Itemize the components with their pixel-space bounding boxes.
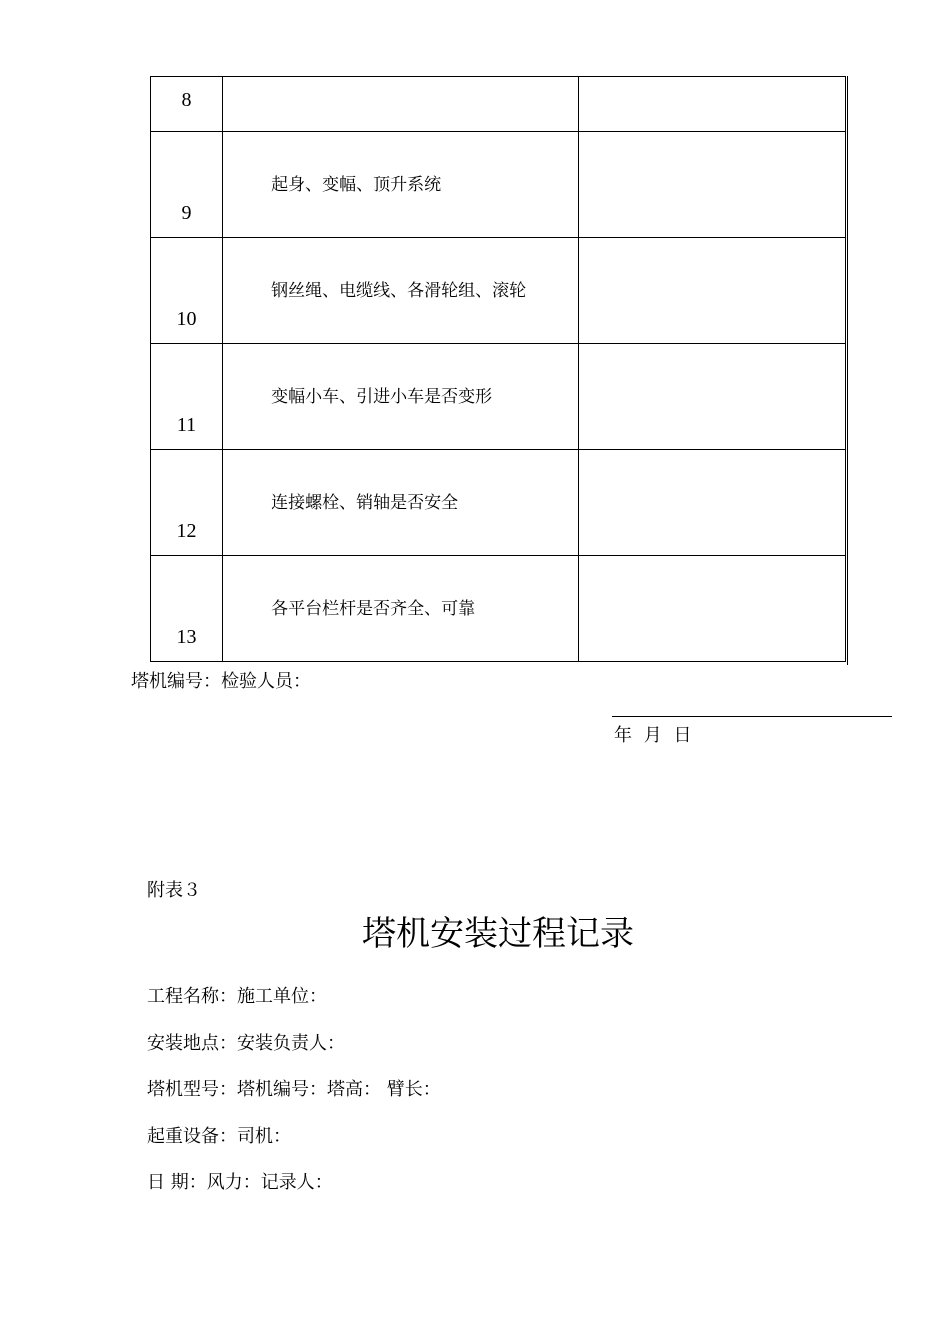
- result-cell: [578, 450, 845, 556]
- table-double-border: [847, 76, 848, 665]
- table-row: [151, 132, 846, 238]
- row-number-cell: 10: [151, 238, 223, 344]
- result-cell: [578, 132, 845, 238]
- table-row: [151, 344, 846, 450]
- item-cell: 变幅小车、引进小车是否变形: [223, 344, 579, 450]
- row-number-cell: 9: [151, 132, 223, 238]
- result-cell: [578, 77, 845, 132]
- machine-inspector-line: 塔机编号：检验人员：: [131, 671, 311, 692]
- field-crane-model: 塔机型号：塔机编号：塔高： 臂长：: [147, 1079, 441, 1100]
- result-cell: [578, 556, 845, 662]
- page-title: 塔机安装过程记录: [362, 914, 634, 954]
- field-project-name: 工程名称：施工单位：: [147, 986, 327, 1007]
- inspection-table: [150, 76, 846, 662]
- signature-line: [612, 716, 892, 717]
- appendix-label: 附表３: [147, 880, 201, 901]
- table-row: [151, 556, 846, 662]
- date-line: 年 月 日: [614, 725, 692, 746]
- table-row: [151, 450, 846, 556]
- field-lifting-equipment: 起重设备：司机：: [147, 1126, 291, 1147]
- item-cell: [223, 77, 579, 132]
- result-cell: [578, 344, 845, 450]
- table-row: [151, 77, 846, 132]
- row-number-cell: 13: [151, 556, 223, 662]
- row-number-cell: 11: [151, 344, 223, 450]
- row-number-cell: 12: [151, 450, 223, 556]
- row-number-cell: 8: [151, 77, 223, 132]
- item-cell: 各平台栏杆是否齐全、可靠: [223, 556, 579, 662]
- item-cell: 钢丝绳、电缆线、各滑轮组、滚轮: [223, 238, 579, 344]
- table-row: [151, 238, 846, 344]
- result-cell: [578, 238, 845, 344]
- field-install-location: 安装地点：安装负责人：: [147, 1033, 345, 1054]
- field-date-wind: 日 期：风力：记录人：: [147, 1172, 333, 1193]
- item-cell: 起身、变幅、顶升系统: [223, 132, 579, 238]
- item-cell: 连接螺栓、销轴是否安全: [223, 450, 579, 556]
